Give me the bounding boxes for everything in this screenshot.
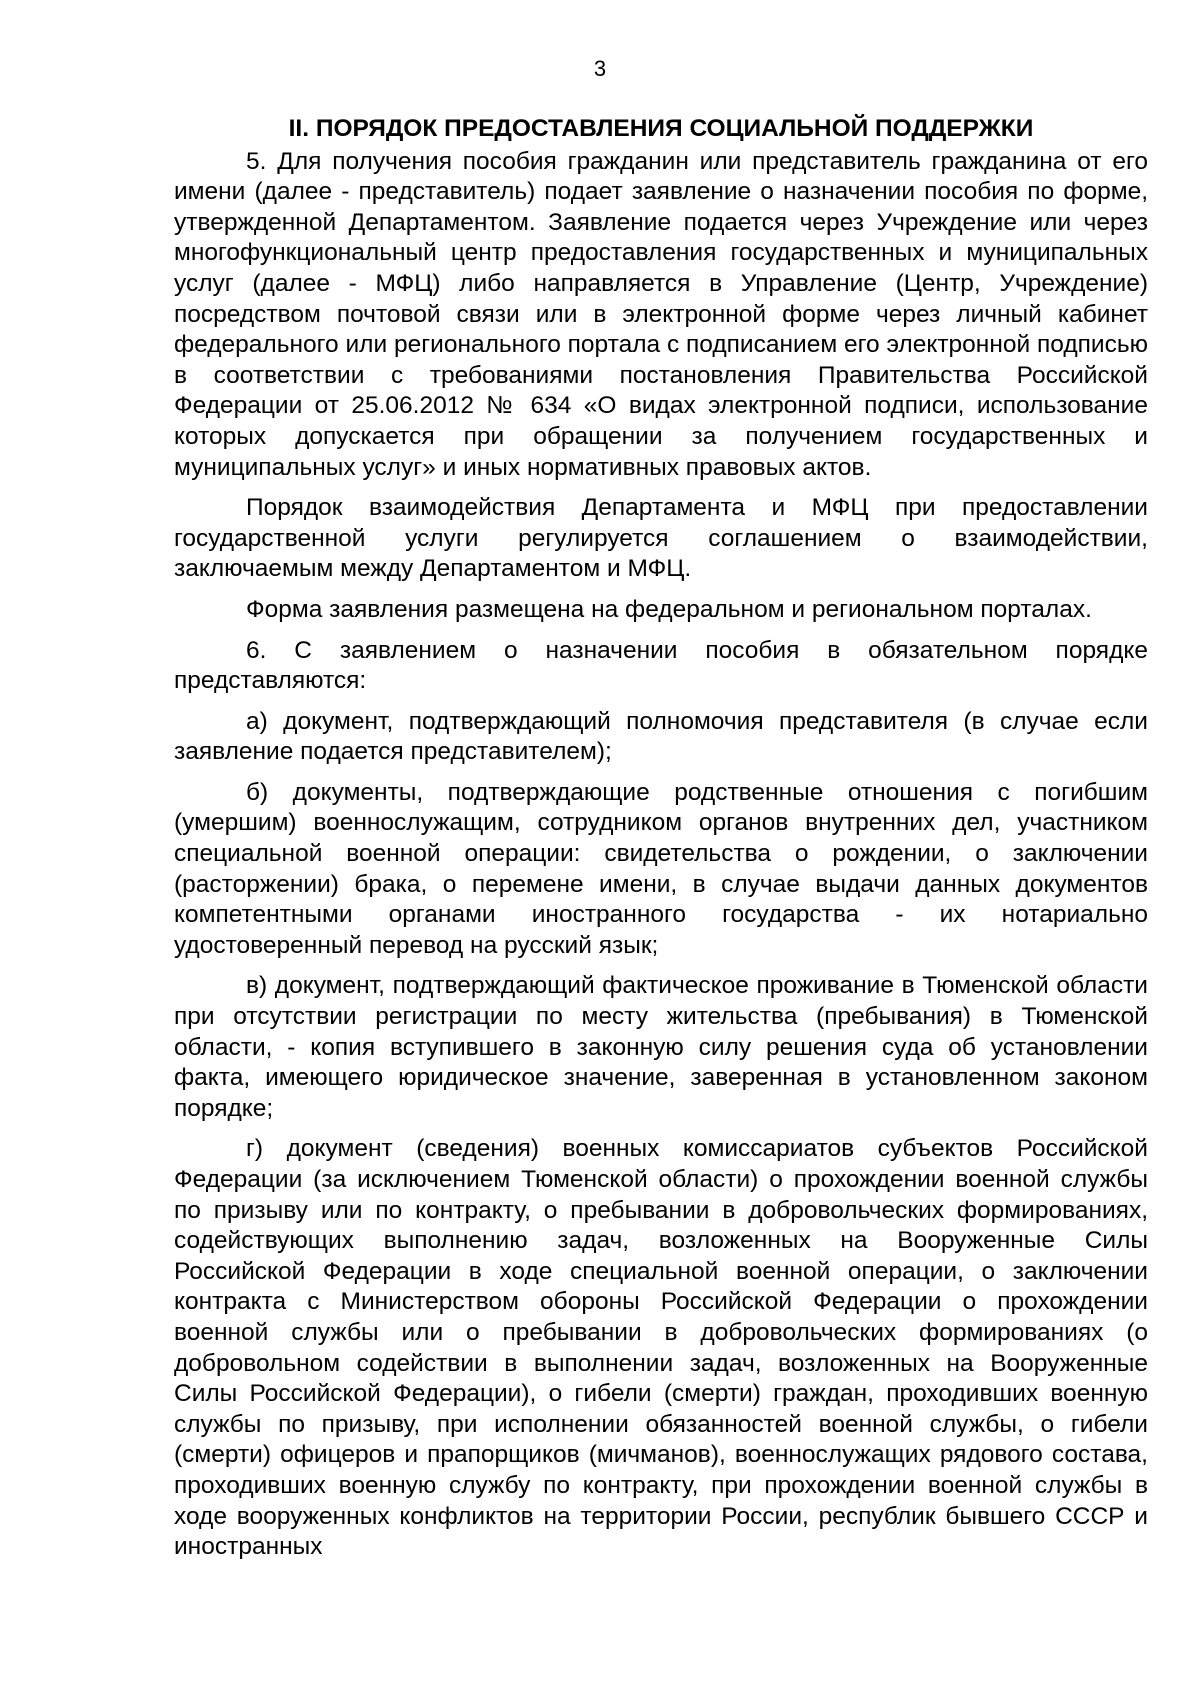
paragraph-5: 5. Для получения пособия гражданин или представитель гражданина от его имени (далее - представитель) подает заявление о назначении пособия по форме, утвержденной Департаментом. Заявление подается через Учреждение или через многофункциональный центр предоставления государственных и муниципальных услуг (далее - МФЦ) либо направляется в Управление (Центр, Учреждение) посредством почтовой связи или в электронной форме через личный кабинет федерального или регионального портала с подписанием его электронной подписью в соответствии с требованиями постановления Правительства Российской Федерации от 25.06.2012 № 634 «О видах электронной подписи, использование которых допускается при обращении за получением государственных и муниципальных услуг» и иных нормативных правовых актов. [174, 147, 1148, 481]
paragraph-6-g: г) документ (сведения) военных комиссариатов субъектов Российской Федерации (за исключением Тюменской области) о прохождении военной службы по призыву или по контракту, о пребывании в добровольческих формированиях, содействующих выполнению задач, возложенных на Вооруженные Силы Российской Федерации в ходе специальной военной операции, о заключении контракта с Министерством обороны Российской Федерации о прохождении военной службы или о пребывании в добровольческих формированиях (о добровольном содействии в выполнении задач, возложенных на Вооруженные Силы Российской Федерации), о гибели (смерти) граждан, проходивших военную службы по призыву, при исполнении обязанностей военной службы, о гибели (смерти) офицеров и прапорщиков (мичманов), военнослужащих рядового состава, проходивших военную службу по контракту, при прохождении военной службы в ходе вооруженных конфликтов на территории России, республик бывшего СССР и иностранных [174, 1135, 1148, 1561]
paragraph-6-b: б) документы, подтверждающие родственные отношения с погибшим (умершим) военнослужащим, сотрудником органов внутренних дел, участником специальной военной операции: свидетельства о рождении, о заключении (расторжении) брака, о перемене имени, в случае выдачи данных документов компетентными органами иностранного государства - их нотариально удостоверенный перевод на русский язык; [174, 778, 1148, 959]
page-number: 3 [593, 56, 607, 81]
paragraph-6: 6. С заявлением о назначении пособия в обязательном порядке представляются: [174, 636, 1148, 695]
paragraph-6-v: в) документ, подтверждающий фактическое проживание в Тюменской области при отсутствии регистрации по месту жительства (пребывания) в Тюменской области, - копия вступившего в законную силу решения суда об установлении факта, имеющего юридическое значение, заверенная в установленном законом порядке; [174, 972, 1148, 1122]
section-title: II. ПОРЯДОК ПРЕДОСТАВЛЕНИЯ СОЦИАЛЬНОЙ ПОДДЕРЖКИ [288, 115, 1034, 142]
paragraph-interaction-order: Порядок взаимодействия Департамента и МФЦ при предоставлении государственной услуги регулируется соглашением о взаимодействии, заключаемым между Департаментом и МФЦ. [174, 494, 1148, 583]
document-body [174, 114, 1148, 1563]
paragraph-application-form: Форма заявления размещена на федеральном и региональном порталах. [246, 595, 1092, 623]
paragraph-6-a: а) документ, подтверждающий полномочия представителя (в случае если заявление подается представителем); [174, 707, 1148, 766]
